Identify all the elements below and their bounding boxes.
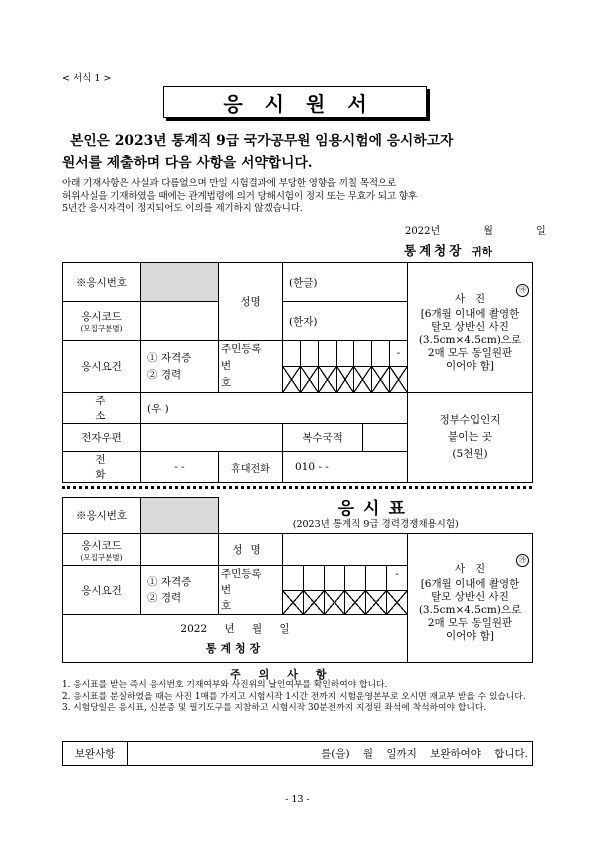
ticket-title: 응시표 (337, 499, 414, 520)
resident-no-label (219, 341, 283, 393)
addressee-name: 통계청장 (404, 243, 465, 258)
mobile-label: 휴대전화 (219, 452, 283, 483)
ticket-seal-stamp-icon: ㉮ (516, 554, 529, 567)
name-korean-field[interactable]: (한글) (283, 263, 408, 302)
resident-no-label-2: 번 호 (221, 360, 246, 389)
requirement-label: 응시요건 (63, 341, 141, 393)
caution-list (62, 680, 532, 715)
pledge-statement (62, 130, 542, 174)
ticket-exam-code-label (63, 534, 141, 566)
ticket-req-option-career[interactable]: ② 경력 (147, 592, 182, 604)
revenue-stamp-text: (5천원) (452, 448, 488, 460)
exam-number-label: ※응시번호 (63, 263, 141, 302)
photo-area (408, 263, 533, 393)
ticket-resident-number-field[interactable]: - (283, 566, 408, 615)
ticket-exam-code-title: 응시코드 (81, 539, 122, 552)
email-field[interactable] (141, 424, 283, 452)
exam-code-title: 응시코드 (81, 311, 122, 323)
photo-desc: 2매 모두 동일원판 (427, 346, 513, 359)
ticket-photo-desc: 탈모 상반신 사진 (431, 591, 509, 603)
supplement-table (62, 741, 533, 766)
address-label: 주소 (63, 393, 141, 424)
ticket-photo-desc: 이어야 함] (445, 630, 494, 642)
ticket-name-field[interactable] (283, 534, 408, 566)
date-year: 2022년 (405, 226, 441, 237)
pledge-line-2: 원서를 제출하며 다음 사항을 서약합니다. (62, 155, 313, 171)
address-field[interactable]: (우 ) (141, 393, 408, 424)
ticket-req-option-license[interactable]: ① 자격증 (147, 576, 192, 588)
ticket-photo-area (408, 534, 533, 663)
notice-line: 아래 기재사항은 사실과 다름없으며 만일 시험결과에 부당한 영향을 끼칠 목적으로 (62, 178, 396, 189)
ticket-requirement-label: 응시요건 (63, 566, 141, 615)
ticket-photo-desc: 2매 모두 동일원판 (427, 617, 513, 629)
cut-line (62, 486, 532, 489)
resident-number-field[interactable]: - (283, 341, 408, 393)
notice-line: 5년간 응시자격이 정지되어도 이의를 제기하지 않겠습니다. (62, 203, 303, 214)
page-number: - 13 - (285, 794, 310, 805)
mobile-field[interactable]: 010 - - (283, 452, 408, 483)
admission-ticket-table (62, 497, 533, 663)
exam-code-label (63, 302, 141, 341)
email-label: 전자우편 (63, 424, 141, 452)
ticket-title-area (219, 498, 533, 534)
notice-paragraph (62, 178, 542, 216)
req-option-career[interactable]: ② 경력 (147, 368, 182, 381)
dual-nationality-label: 복수국적 (283, 424, 363, 452)
caution-item: 1. 응시표를 받는 즉시 응시번호 기재여부와 사진위의 날인여부를 확인하여야 합니다. (62, 680, 388, 690)
notice-line: 허위사실을 기재하였을 때에는 관계법령에 의거 당해시험이 정지 또는 무효가 되고 향후 (62, 190, 417, 202)
ticket-resident-no-label (219, 566, 283, 615)
ticket-exam-number-field[interactable] (141, 498, 219, 534)
req-option-license[interactable]: ① 자격증 (147, 351, 192, 364)
caution-item: 3. 시험당일은 응시표, 신분증 및 필기도구를 지참하고 시험시작 30분전까지 지정된 좌석에 착석하여야 합니다. (62, 703, 487, 713)
seal-stamp-icon: ㉮ (516, 284, 529, 297)
ticket-resident-no-label-1: 주민등록 (221, 568, 262, 580)
ticket-issue-area (63, 615, 408, 663)
photo-title: 사진 (454, 292, 496, 305)
photo-desc: 이어야 함] (446, 359, 495, 372)
phone-field[interactable]: - - (141, 452, 219, 483)
revenue-stamp-text: 붙이는 곳 (448, 431, 492, 443)
ticket-photo-title: 사진 (454, 563, 496, 575)
form-title-box (163, 86, 427, 118)
ticket-exam-number-label: ※응시번호 (63, 498, 141, 534)
exam-code-field[interactable] (141, 302, 219, 341)
resident-no-label-1: 주민등록 (221, 343, 262, 355)
ticket-name-label: 성명 (219, 534, 283, 566)
addressee-suffix: 귀하 (471, 246, 492, 258)
application-table (62, 262, 533, 483)
date-day: 일 (536, 226, 546, 237)
ticket-exam-code-field[interactable] (141, 534, 219, 566)
supplement-label: 보완사항 (63, 742, 128, 766)
ticket-requirement-options[interactable] (141, 566, 219, 615)
ticket-subtitle: (2023년 통계직 9급 경력경쟁채용시험) (292, 519, 459, 531)
ticket-exam-code-sub: (모집구분별) (80, 552, 123, 562)
ticket-photo-desc: (3.5cm×4.5cm)으로 (418, 604, 522, 616)
caution-item: 2. 응시표를 분실하였을 때는 사진 1매를 가지고 시험시작 1시간 전까지 시험운영본부로 오시면 재교부 받을 수 있습니다. (62, 691, 526, 702)
ticket-issuer: 통계청장 (205, 641, 265, 655)
photo-desc: [6개월 이내에 촬영한 (420, 307, 520, 320)
caution-title: 주의사항 (230, 668, 345, 681)
exam-code-sub: (모집구분별) (80, 324, 123, 333)
ticket-resident-no-label-2: 번 호 (221, 584, 246, 612)
requirement-options[interactable] (141, 341, 219, 393)
photo-desc: 탈모 상반신 사진 (431, 320, 509, 333)
pledge-line-1: 본인은 2023년 통계직 9급 국가공무원 임용시험에 응시하고자 (70, 133, 454, 149)
name-label: 성명 (219, 263, 283, 341)
ticket-issue-date: 2022 년 월 일 (180, 622, 290, 635)
dual-nationality-field[interactable] (363, 424, 408, 452)
date-line (405, 222, 546, 237)
addressee (404, 241, 492, 259)
phone-label: 전화 (63, 452, 141, 483)
name-hanja-field[interactable]: (한자) (283, 302, 408, 341)
form-number-label: < 서식 1 > (62, 73, 112, 84)
form-title: 응시원서 (223, 91, 389, 116)
exam-number-field[interactable] (141, 263, 219, 302)
revenue-stamp-area (408, 393, 533, 483)
revenue-stamp-text: 정부수입인지 (439, 414, 501, 426)
supplement-field[interactable]: 를(을) 월 일까지 보완하여야 합니다. (128, 742, 533, 766)
date-month: 월 (483, 226, 493, 237)
photo-desc: (3.5cm×4.5cm)으로 (418, 333, 522, 346)
ticket-photo-desc: [6개월 이내에 촬영한 (420, 578, 520, 590)
